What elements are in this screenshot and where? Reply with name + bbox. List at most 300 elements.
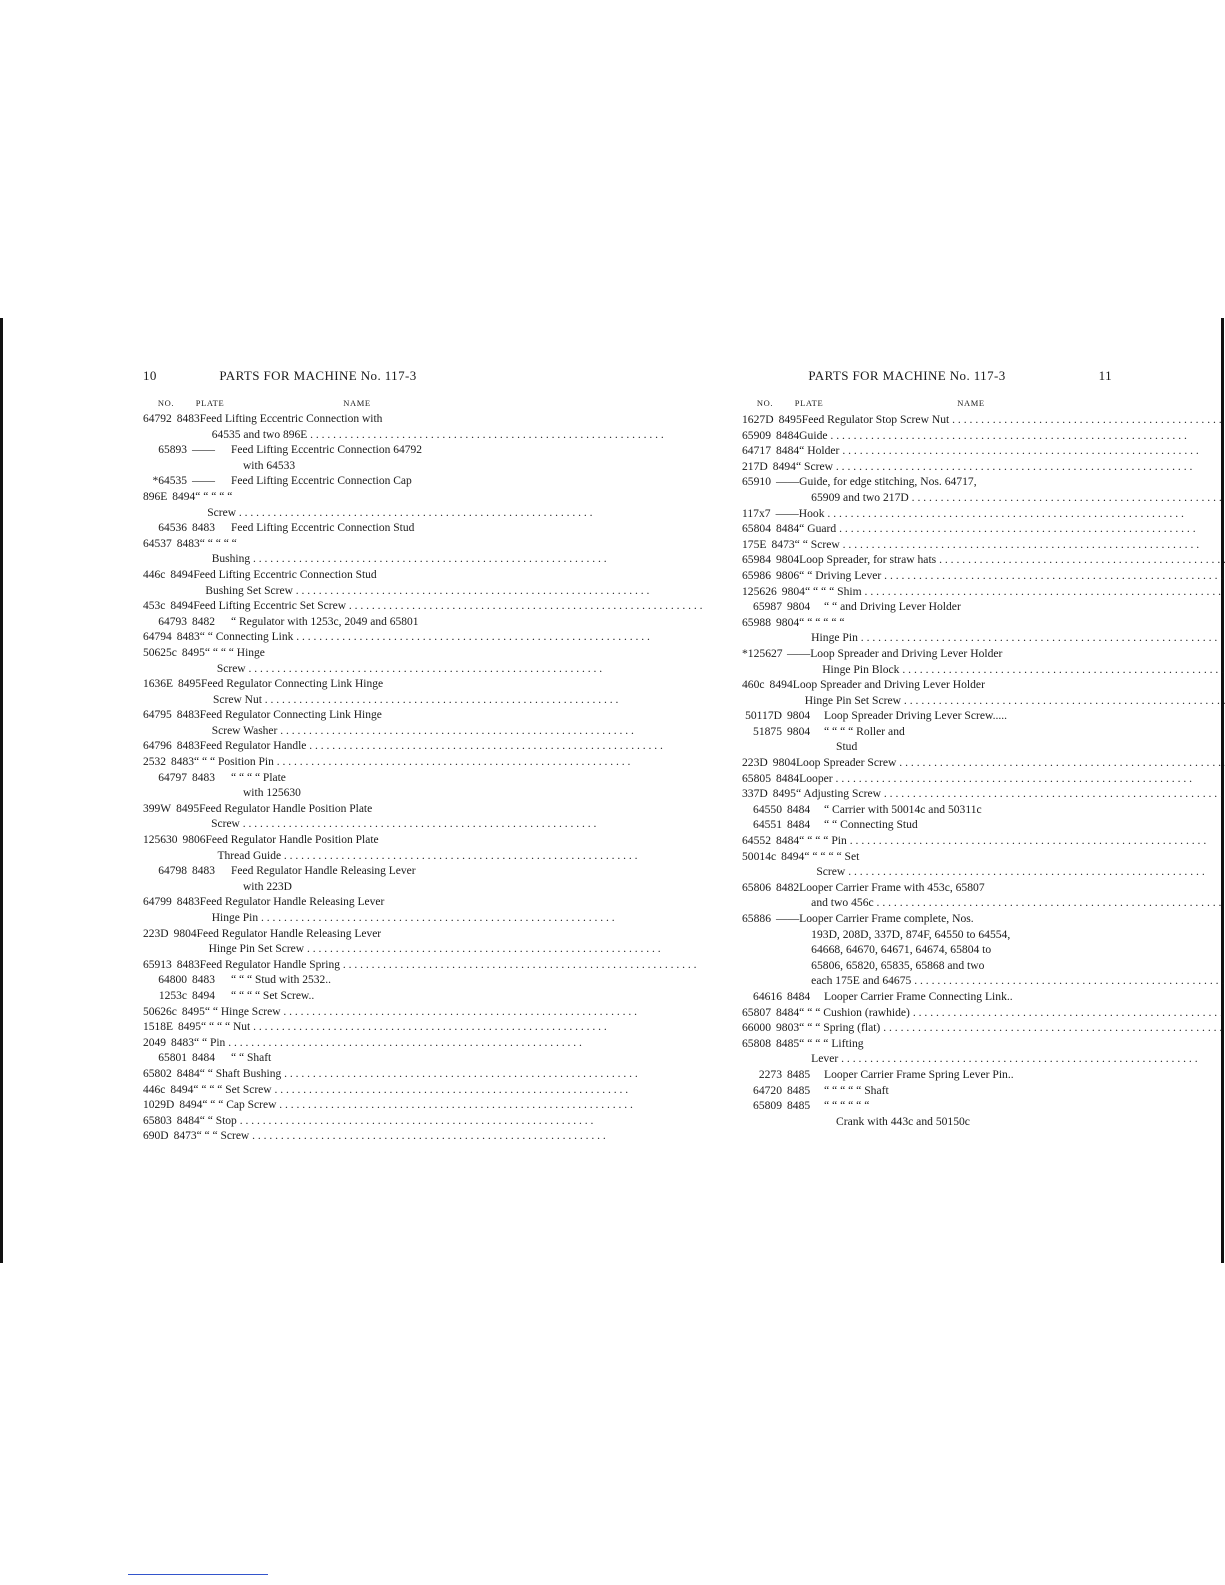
part-name-line: with 64533 <box>243 459 296 472</box>
part-number: 175E <box>742 537 767 551</box>
part-number: 65986 <box>742 568 771 582</box>
plate-number: 8495 <box>181 646 205 659</box>
plate-number: 8483 <box>176 537 200 550</box>
part-number: 2273 <box>758 1067 782 1081</box>
part-name-line: Feed Lifting Eccentric Connection Cap <box>231 475 412 488</box>
part-name <box>802 412 1225 428</box>
part-name <box>200 739 663 755</box>
part-row <box>742 911 1112 989</box>
part-name-line: Feed Lifting Eccentric Set Screw . . . <box>193 599 702 615</box>
part-name <box>231 474 483 490</box>
part-row <box>143 989 483 1005</box>
part-number: 64800 <box>158 974 187 987</box>
part-name <box>799 506 1184 522</box>
part-name-line: Looper Carrier Frame complete, Nos. <box>799 912 974 925</box>
plate-number: 8484 <box>775 771 800 785</box>
part-name <box>824 802 1112 818</box>
part-name-line: and two 456c . . . <box>799 895 1225 911</box>
plate-number: 8483 <box>176 413 200 425</box>
part-number: 64552 <box>742 834 771 848</box>
plate-number: 8483 <box>176 740 200 753</box>
part-number: 64550 <box>753 802 782 816</box>
part-number: 64795 <box>143 709 172 722</box>
part-number: 64797 <box>158 771 187 784</box>
part-row <box>742 724 1112 755</box>
plate-number: 8473 <box>173 1130 197 1143</box>
part-number: *64535 <box>152 475 187 488</box>
plate-number: 8484 <box>176 1114 200 1127</box>
plate-number: 8484 <box>176 1067 200 1080</box>
part-name-line: 64668, 64670, 64671, 64674, 65804 to <box>811 943 992 957</box>
part-number: 399W <box>143 802 172 815</box>
part-number: 65893 <box>158 444 187 457</box>
plate-number: 8485 <box>787 1083 811 1097</box>
part-number: 65913 <box>143 958 172 971</box>
part-number: 64551 <box>753 818 782 832</box>
part-name <box>231 771 483 802</box>
part-name <box>231 973 483 989</box>
part-row <box>742 1067 1112 1083</box>
column-header-name: NAME <box>957 398 985 408</box>
part-name-line: Looper Carrier Frame Spring Lever Pin.. <box>824 1067 1014 1081</box>
part-row <box>143 1036 483 1052</box>
part-number: 125626 <box>742 584 777 598</box>
part-number: 64793 <box>158 615 187 628</box>
part-row <box>742 443 1112 459</box>
part-name <box>200 1067 638 1083</box>
part-name-line: Screw . . . <box>804 864 1204 880</box>
part-number: 66000 <box>742 1021 771 1035</box>
part-name <box>799 474 1225 505</box>
plate-number: 9804 <box>173 927 197 940</box>
plate-number: 8483 <box>192 865 215 878</box>
plate-number: 8495 <box>178 1021 202 1034</box>
plate-number: 8483 <box>171 756 194 769</box>
part-name-line: Hinge Pin . . . <box>799 630 1217 646</box>
page-title: PARTS FOR MACHINE No. 117-3 <box>808 368 1006 383</box>
plate-number: 9804 <box>787 724 811 738</box>
part-name-line: 64535 and two 896E . . . <box>200 428 664 444</box>
part-name <box>824 989 1112 1005</box>
part-number: 64794 <box>143 631 172 644</box>
part-number: 65801 <box>158 1052 187 1065</box>
part-number: 65805 <box>742 771 771 785</box>
part-name-line: Looper . . . <box>799 771 1192 787</box>
parts-list <box>742 412 1112 1129</box>
part-name-line: Feed Lifting Eccentric Connection Stud <box>193 568 377 581</box>
part-name-line: Feed Regulator Handle . . . <box>200 739 663 755</box>
part-name <box>201 677 618 708</box>
part-name-line: Feed Regulator Handle Spring . . . <box>200 958 697 974</box>
part-name <box>231 864 483 895</box>
part-row <box>143 1051 483 1067</box>
part-row <box>143 1067 483 1083</box>
part-name-line: Screw . . . <box>205 662 602 678</box>
part-number: 64537 <box>143 537 172 550</box>
part-name <box>824 1083 1112 1099</box>
plate-number: —— <box>775 912 800 925</box>
part-row <box>742 474 1112 505</box>
plate-number: —— <box>192 444 215 457</box>
part-name <box>824 599 1112 615</box>
part-name-line: Hook . . . <box>799 506 1184 522</box>
part-name-line: “ “ “ “ Nut . . . <box>201 1020 607 1036</box>
part-name <box>824 708 1112 724</box>
part-row <box>143 490 483 521</box>
part-number: 50117D <box>745 709 782 723</box>
part-name <box>804 849 1204 880</box>
part-name-line: “ “ “ “ Plate <box>231 771 286 784</box>
part-name-line: “ “ Shaft <box>231 1052 272 1065</box>
part-name-line: “ “ “ “ Hinge <box>204 646 265 659</box>
part-name-line: “ “ Stop . . . <box>200 1114 594 1130</box>
plate-number: 8484 <box>192 1052 215 1065</box>
part-row <box>742 880 1112 911</box>
part-row <box>742 989 1112 1005</box>
part-number: 51875 <box>753 724 782 738</box>
plate-number: 8495 <box>778 413 802 426</box>
parts-list <box>143 412 483 1145</box>
plate-number: 8495 <box>176 802 200 815</box>
plate-number: —— <box>192 475 215 488</box>
part-row <box>742 568 1112 584</box>
part-name <box>193 599 702 615</box>
part-row <box>143 895 483 926</box>
page-edge-left <box>0 318 3 1263</box>
part-row <box>742 1098 1112 1129</box>
part-name-line: “ “ “ “ Pin . . . <box>799 833 1206 849</box>
plate-number: 8494 <box>170 600 194 613</box>
part-number: 65804 <box>742 522 771 536</box>
part-number: 125630 <box>143 834 178 847</box>
plate-number: —— <box>787 646 811 660</box>
part-number: 1029D <box>143 1099 175 1112</box>
part-name <box>799 771 1192 787</box>
part-name <box>810 646 1225 677</box>
part-row <box>742 771 1112 787</box>
part-name-line: “ “ “ Stud with 2532.. <box>231 974 331 987</box>
part-name <box>805 584 1221 600</box>
part-row <box>742 677 1112 708</box>
part-name <box>200 1114 594 1130</box>
part-name-line: Loop Spreader Driving Lever Screw..... <box>824 709 1008 723</box>
column-header-no: NO. <box>157 398 175 408</box>
part-number: 64798 <box>158 865 187 878</box>
part-number: 117x7 <box>742 506 771 520</box>
part-number: 50625c <box>143 646 177 659</box>
part-name <box>197 1129 606 1145</box>
part-row <box>143 474 483 490</box>
part-row <box>742 537 1112 553</box>
part-number: 217D <box>742 459 768 473</box>
plate-number: 8494 <box>172 490 196 503</box>
plate-number: 8484 <box>775 834 800 848</box>
part-name <box>799 1020 1225 1036</box>
part-name <box>799 521 1195 537</box>
part-name <box>796 755 1225 771</box>
part-name <box>231 615 483 631</box>
part-name <box>799 428 1187 444</box>
part-name-line: “ Regulator with 1253c, 2049 and 65801 <box>231 615 419 628</box>
part-name-line: Feed Regulator Connecting Link Hinge <box>201 678 384 691</box>
part-number: 690D <box>143 1130 169 1143</box>
part-name-line: Feed Regulator Handle Releasing Lever <box>199 896 385 909</box>
plate-number: 8484 <box>787 802 811 816</box>
part-name-line: “ Screw . . . <box>796 459 1192 475</box>
plate-number: 8483 <box>176 958 200 971</box>
part-name-line: “ “ “ Cap Screw . . . <box>202 1098 633 1114</box>
part-number: 65909 <box>742 428 771 442</box>
part-name <box>197 927 661 958</box>
part-name-line: with 223D <box>243 880 292 893</box>
part-name <box>200 708 634 739</box>
part-name-line: “ “ “ “ “ <box>199 537 237 550</box>
plate-number: 8494 <box>769 678 793 692</box>
part-name-line: Feed Regulator Handle Position Plate <box>205 834 379 847</box>
part-name-line: “ “ and Driving Lever Holder <box>824 600 961 614</box>
part-row <box>742 1083 1112 1099</box>
part-name-line: “ “ “ “ “ “ <box>799 615 845 629</box>
part-row <box>143 1083 483 1099</box>
part-name-line: Loop Spreader, for straw hats . . . <box>799 552 1225 568</box>
part-name <box>193 568 649 599</box>
part-number: 64720 <box>753 1083 782 1097</box>
column-header-name: NAME <box>343 398 371 408</box>
part-name-line: “ “ “ “ Set Screw . . . <box>193 1083 628 1099</box>
part-name-line: Loop Spreader and Driving Lever Holder <box>810 646 1003 660</box>
part-name <box>202 1098 633 1114</box>
part-name-line: Feed Regulator Handle Releasing Lever <box>231 865 416 878</box>
plate-number: 8483 <box>176 631 200 644</box>
plate-number: 8483 <box>192 771 215 784</box>
page-number: 11 <box>1098 368 1112 383</box>
plate-number: 8483 <box>176 896 200 909</box>
part-row <box>742 459 1112 475</box>
part-name-line: Feed Regulator Handle Position Plate <box>199 802 373 815</box>
part-name-line: Crank with 443c and 50150c <box>836 1114 970 1128</box>
page-title: PARTS FOR MACHINE No. 117-3 <box>219 368 417 383</box>
part-row <box>742 802 1112 818</box>
plate-number: 9806 <box>182 834 206 847</box>
column-header-plate: PLATE <box>794 398 824 408</box>
part-name-line: Bushing . . . <box>200 552 607 568</box>
part-number: 2049 <box>143 1036 166 1049</box>
part-name-line: Looper Carrier Frame Connecting Link.. <box>824 989 1013 1003</box>
part-name-line: “ Adjusting Screw . . . <box>796 786 1225 802</box>
part-row <box>742 646 1112 677</box>
part-number: 223D <box>742 756 768 770</box>
plate-number: 8495 <box>181 1005 205 1018</box>
part-name-line: “ “ Screw . . . <box>795 537 1199 553</box>
part-row <box>742 506 1112 522</box>
part-name <box>799 443 1199 459</box>
part-name-line: Guide . . . <box>799 428 1187 444</box>
plate-number: 8483 <box>192 974 215 987</box>
part-name <box>205 1005 637 1021</box>
part-name <box>201 1020 607 1036</box>
part-name <box>824 724 1112 755</box>
part-row <box>143 615 483 631</box>
part-name <box>231 521 483 537</box>
part-row <box>143 412 483 443</box>
plate-number: 8485 <box>787 1099 811 1113</box>
plate-number: 8484 <box>775 522 800 536</box>
part-name <box>200 537 607 568</box>
column-headers <box>742 398 1112 411</box>
plate-number: 8482 <box>192 615 215 628</box>
part-name <box>200 412 664 443</box>
part-row <box>742 584 1112 600</box>
part-number: 65987 <box>753 600 782 614</box>
part-number: 65910 <box>742 475 771 489</box>
plate-number: —— <box>775 475 800 489</box>
part-name-line: Guide, for edge stitching, Nos. 64717, <box>799 475 977 489</box>
part-row <box>143 864 483 895</box>
part-name-line: “ “ Connecting Link . . . <box>200 630 650 646</box>
plate-number: 8495 <box>772 787 796 801</box>
part-name <box>231 989 483 1005</box>
part-row <box>742 786 1112 802</box>
part-name-line: “ “ “ “ Shim . . . <box>805 584 1221 600</box>
part-name <box>799 552 1225 568</box>
part-row <box>143 973 483 989</box>
part-name-line: Stud <box>836 740 858 754</box>
part-name <box>799 880 1225 911</box>
part-name-line: “ “ “ “ “ “ <box>824 1099 870 1113</box>
page-header <box>742 368 1112 388</box>
part-number: 64717 <box>742 444 771 458</box>
plate-number: 9803 <box>775 1021 800 1035</box>
part-name-line: 65909 and two 217D . . . <box>799 490 1225 506</box>
part-name-line: Screw Washer . . . <box>200 724 634 740</box>
plate-number: 8482 <box>775 880 800 894</box>
part-name-line: Hinge Pin Set Screw . . . <box>793 693 1225 709</box>
plate-number: 8494 <box>179 1099 203 1112</box>
part-name <box>795 537 1199 553</box>
part-number: 1518E <box>143 1021 174 1034</box>
part-row <box>742 615 1112 646</box>
plate-number: 8483 <box>176 709 200 722</box>
part-name-line: Feed Lifting Eccentric Connection 64792 <box>231 444 422 457</box>
footer-rule <box>128 1574 268 1575</box>
part-name <box>206 833 638 864</box>
left-page <box>143 368 483 1145</box>
page-number: 10 <box>143 368 157 383</box>
part-name-line: “ “ “ “ “ Shaft <box>824 1083 889 1097</box>
part-number: 223D <box>143 927 169 940</box>
plate-number: 8484 <box>787 989 811 1003</box>
part-row <box>143 1129 483 1145</box>
part-name-line: “ “ “ “ “ <box>195 490 233 503</box>
part-number: 65807 <box>742 1005 771 1019</box>
part-row <box>143 1114 483 1130</box>
part-name-line: each 175E and 64675 . . . <box>799 973 1225 989</box>
part-name <box>793 677 1225 708</box>
part-name-line: Loop Spreader and Driving Lever Holder <box>792 678 985 692</box>
part-number: 50014c <box>742 849 777 863</box>
plate-number: 9804 <box>787 600 811 614</box>
plate-number: 8484 <box>787 818 811 832</box>
part-name-line: “ “ “ “ Roller and <box>824 724 905 738</box>
part-name <box>799 911 1225 989</box>
plate-number: 9806 <box>775 568 800 582</box>
part-name <box>799 568 1225 584</box>
part-name <box>195 490 592 521</box>
part-row <box>143 958 483 974</box>
part-row <box>742 849 1112 880</box>
part-number: 65984 <box>742 553 771 567</box>
part-name-line: Hinge Pin Set Screw . . . <box>197 942 661 958</box>
part-name-line: with 125630 <box>243 787 301 800</box>
part-number: 65803 <box>143 1114 172 1127</box>
part-row <box>143 771 483 802</box>
part-name-line: Lever . . . <box>799 1051 1197 1067</box>
part-row <box>742 428 1112 444</box>
part-name <box>199 802 596 833</box>
part-name <box>824 1067 1112 1083</box>
plate-number: 8484 <box>775 444 800 458</box>
part-number: 65808 <box>742 1036 771 1050</box>
plate-number: 9804 <box>787 709 811 723</box>
part-number: 446c <box>143 568 166 581</box>
part-number: 446c <box>143 1083 166 1096</box>
part-row <box>742 708 1112 724</box>
page-header <box>143 368 483 388</box>
part-number: 453c <box>143 600 166 613</box>
part-row <box>742 599 1112 615</box>
part-number: 64536 <box>158 522 187 535</box>
part-number: 65886 <box>742 912 771 925</box>
part-row <box>143 599 483 615</box>
part-name <box>796 786 1225 802</box>
plate-number: 8483 <box>192 522 215 535</box>
part-name-line: “ “ Driving Lever . . . <box>799 568 1225 584</box>
part-name <box>824 817 1112 833</box>
part-name-line: “ Guard . . . <box>799 521 1195 537</box>
part-row <box>742 833 1112 849</box>
part-number: *125627 <box>742 646 783 660</box>
part-name <box>194 1036 582 1052</box>
part-number: 460c <box>742 678 765 692</box>
part-row <box>742 1005 1112 1021</box>
plate-number: 9804 <box>775 615 800 629</box>
part-row <box>143 755 483 771</box>
part-name-line: Feed Lifting Eccentric Connection Stud <box>231 522 415 535</box>
part-name-line: Loop Spreader Screw . . . <box>796 755 1225 771</box>
part-number: 337D <box>742 787 768 801</box>
part-name-line: Screw . . . <box>199 817 596 833</box>
part-row <box>143 521 483 537</box>
part-row <box>143 833 483 864</box>
part-number: 50626c <box>143 1005 177 1018</box>
part-row <box>143 739 483 755</box>
part-name-line: Hinge Pin Block . . . <box>810 662 1225 678</box>
part-row <box>143 1005 483 1021</box>
plate-number: 8483 <box>171 1036 194 1049</box>
column-header-plate: PLATE <box>195 398 225 408</box>
part-number: 1636E <box>143 678 174 691</box>
part-name <box>799 1036 1197 1067</box>
part-row <box>742 817 1112 833</box>
plate-number: —— <box>775 506 799 520</box>
part-row <box>143 568 483 599</box>
part-name-line: “ “ “ “ “ Set <box>804 849 860 863</box>
part-name-line: Screw Nut . . . <box>201 693 618 709</box>
part-row <box>143 1020 483 1036</box>
part-row <box>143 708 483 739</box>
plate-number: 8494 <box>192 989 215 1002</box>
part-name-line: “ “ “ Spring (flat) . . . <box>799 1020 1225 1036</box>
